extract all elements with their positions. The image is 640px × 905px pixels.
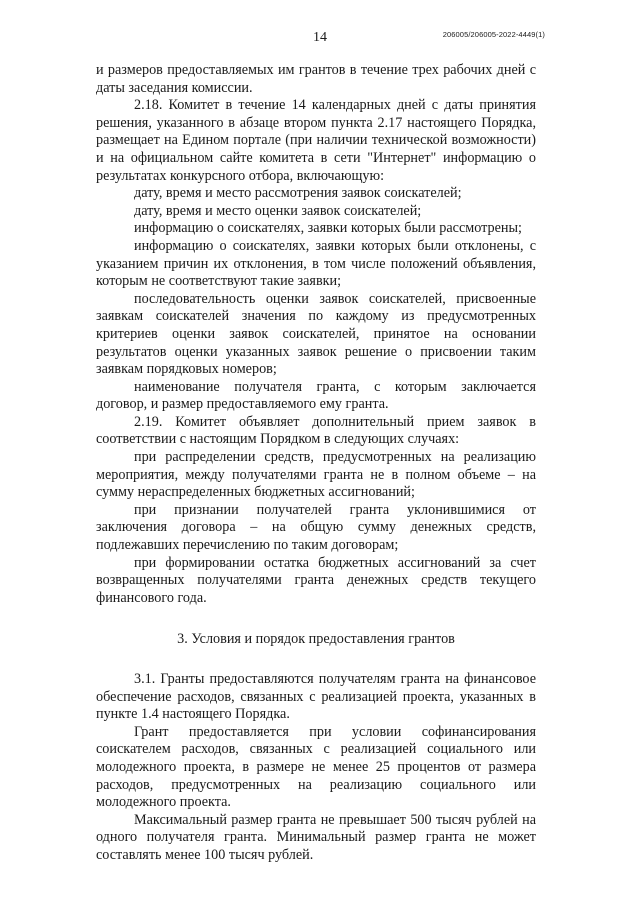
paragraph-continuation: и размеров предоставляемых им грантов в течение трех рабочих дней с даты заседания комиссии. <box>96 62 536 96</box>
list-item-reviewed-applicants: информацию о соискателях, заявки которых были рассмотрены; <box>134 220 522 237</box>
list-item-evaluation-date: дату, время и место оценки заявок соискателей; <box>134 202 422 219</box>
document-body <box>96 62 536 865</box>
list-item-balance: при формировании остатка бюджетных ассигнований за счет возвращенных получателями гранта денежных средств текущего финансового года. <box>96 554 536 606</box>
paragraph-2-18: 2.18. Комитет в течение 14 календарных дней с даты принятия решения, указанного в абзаце втором пункта 2.17 настоящего Порядка, размещает на Едином портале (при наличии технической возможности) и на официальном сайте комитета в сети "Интернет" информацию о результатах конкурсного отбора, включающую: <box>96 97 536 184</box>
list-item-grant-recipient: наименование получателя гранта, с которым заключается договор, и размер предоставляемого ему гранта. <box>96 378 536 413</box>
page-number: 14 <box>313 30 327 45</box>
list-item-review-date: дату, время и место рассмотрения заявок соискателей; <box>134 185 462 202</box>
list-item-rejected-applicants: информацию о соискателях, заявки которых были отклонены, с указанием причин их отклонения, в том числе положений объявления, которым не соответствуют такие заявки; <box>96 237 536 290</box>
list-item-evaluation-sequence: последовательность оценки заявок соискателей, присвоенные заявкам соискателей значения по каждому из предусмотренных критериев оценки заявок соискателей, принятое на основании результатов оценки указанных заявок решение о присвоении таким заявкам порядковых номеров; <box>96 290 536 378</box>
paragraph-grant-limits: Максимальный размер гранта не превышает 500 тысяч рублей на одного получателя гранта. Минимальный размер гранта не может составлять менее 100 тысяч рублей. <box>96 811 536 863</box>
document-id: 206005/206005-2022-4449(1) <box>442 30 545 39</box>
section-heading: 3. Условия и порядок предоставления грантов <box>177 631 455 648</box>
list-item-distribution: при распределении средств, предусмотренных на реализацию мероприятия, между получателями гранта не в полном объеме – на сумму нераспределенных бюджетных ассигнований; <box>96 449 536 501</box>
paragraph-cofinancing: Грант предоставляется при условии софинансирования соискателем расходов, связанных с реализацией социального или молодежного проекта, в размере не менее 25 процентов от размера расходов, предусмотренных на реализацию социального или молодежного проекта. <box>96 723 536 811</box>
paragraph-3-1: 3.1. Гранты предоставляются получателям гранта на финансовое обеспечение расходов, связанных с реализацией проекта, указанных в пункте 1.4 настоящего Порядка. <box>96 671 536 723</box>
paragraph-2-19: 2.19. Комитет объявляет дополнительный прием заявок в соответствии с настоящим Порядком в следующих случаях: <box>96 413 536 448</box>
list-item-evasion: при признании получателей гранта уклонившимися от заключения договора – на общую сумму денежных средств, подлежавших перечислению по таким договорам; <box>96 501 536 554</box>
